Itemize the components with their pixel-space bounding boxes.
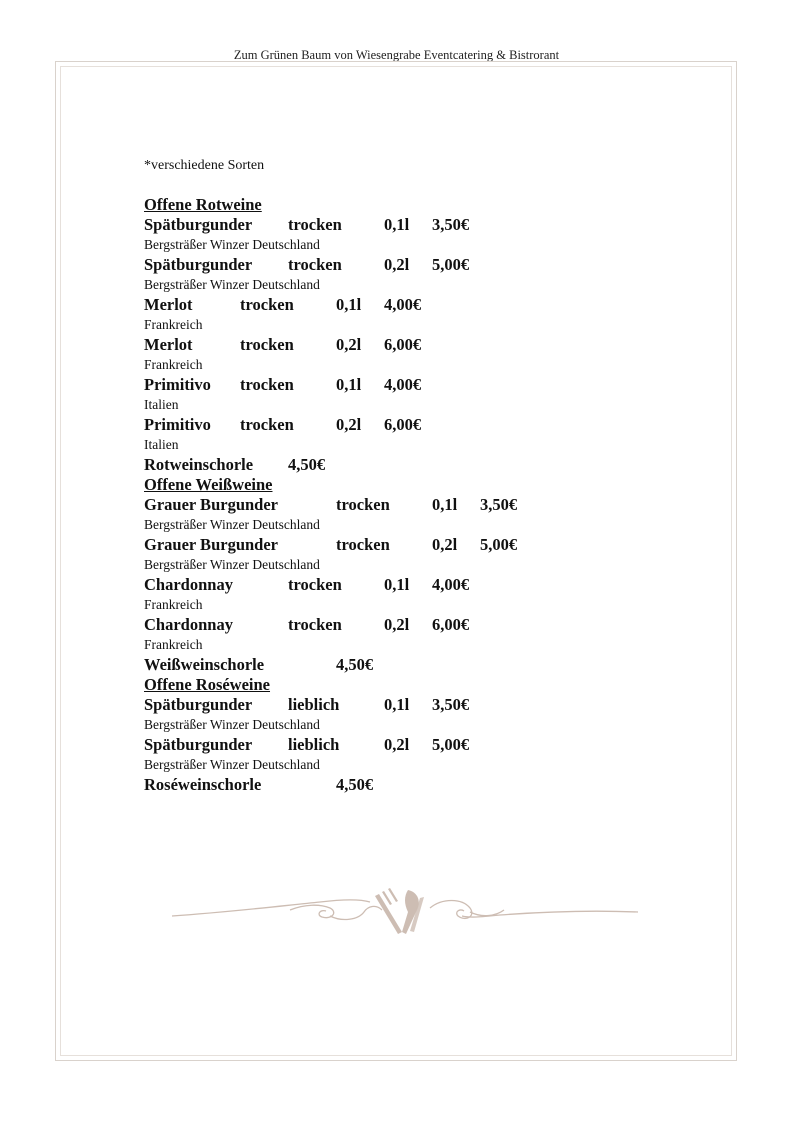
schorle-row [144, 775, 704, 795]
wine-name: Spätburgunder [144, 695, 253, 714]
wine-origin: Bergsträßer Winzer Deutschland [144, 557, 320, 572]
wine-price: 3,50€ [432, 695, 470, 714]
wine-style: trocken [288, 575, 342, 594]
wine-style: trocken [240, 295, 294, 314]
wine-size: 0,2l [384, 255, 410, 274]
wine-name: Merlot [144, 335, 193, 354]
wine-size: 0,2l [336, 415, 362, 434]
section-white-wines [144, 475, 704, 675]
wine-row [144, 215, 704, 235]
wine-style: trocken [240, 415, 294, 434]
wine-style: trocken [288, 615, 342, 634]
wine-price: 4,00€ [384, 375, 422, 394]
wine-origin: Bergsträßer Winzer Deutschland [144, 517, 320, 532]
wine-name: Primitivo [144, 415, 211, 434]
wine-row [144, 695, 704, 715]
wine-origin: Frankreich [144, 357, 203, 372]
wine-origin: Frankreich [144, 597, 203, 612]
wine-price: 4,00€ [432, 575, 470, 594]
page-header: Zum Grünen Baum von Wiesengrabe Eventcatering & Bistrorant [233, 48, 560, 62]
wine-size: 0,1l [384, 215, 410, 234]
wine-row [144, 415, 704, 435]
wine-size: 0,2l [336, 335, 362, 354]
wine-name: Chardonnay [144, 575, 233, 594]
wine-price: 5,00€ [432, 735, 470, 754]
wine-style: trocken [240, 375, 294, 394]
wine-name: Grauer Burgunder [144, 495, 278, 514]
schorle-price: 4,50€ [336, 655, 374, 674]
varieties-note: *verschiedene Sorten [144, 158, 265, 173]
wine-style: trocken [288, 215, 342, 234]
wine-size: 0,2l [432, 535, 458, 554]
wine-style: trocken [240, 335, 294, 354]
wine-origin: Bergsträßer Winzer Deutschland [144, 757, 320, 772]
wine-name: Spätburgunder [144, 255, 253, 274]
wine-row [144, 615, 704, 635]
wine-row [144, 255, 704, 275]
wine-origin: Italien [144, 397, 179, 412]
wine-size: 0,1l [432, 495, 458, 514]
wine-size: 0,1l [384, 575, 410, 594]
wine-style: trocken [288, 255, 342, 274]
wine-row [144, 535, 704, 555]
wine-size: 0,2l [384, 735, 410, 754]
wine-name: Spätburgunder [144, 735, 253, 754]
wine-size: 0,1l [336, 375, 362, 394]
wine-name: Grauer Burgunder [144, 535, 278, 554]
wine-price: 4,00€ [384, 295, 422, 314]
wine-price: 6,00€ [432, 615, 470, 634]
wine-origin: Bergsträßer Winzer Deutschland [144, 237, 320, 252]
menu-content [144, 158, 704, 795]
wine-origin: Italien [144, 437, 179, 452]
wine-origin: Bergsträßer Winzer Deutschland [144, 277, 320, 292]
wine-row [144, 735, 704, 755]
wine-row [144, 335, 704, 355]
wine-origin: Frankreich [144, 637, 203, 652]
schorle-price: 4,50€ [336, 775, 374, 794]
wine-name: Spätburgunder [144, 215, 253, 234]
wine-price: 3,50€ [480, 495, 518, 514]
wine-price: 5,00€ [432, 255, 470, 274]
wine-style: lieblich [288, 695, 340, 714]
wine-origin: Frankreich [144, 317, 203, 332]
section-title: Offene Rotweine [144, 195, 262, 214]
schorle-name: Weißweinschorle [144, 655, 265, 674]
schorle-row [144, 455, 704, 475]
wine-price: 6,00€ [384, 415, 422, 434]
wine-row [144, 295, 704, 315]
wine-name: Primitivo [144, 375, 211, 394]
wine-size: 0,1l [336, 295, 362, 314]
wine-name: Merlot [144, 295, 193, 314]
schorle-row [144, 655, 704, 675]
wine-style: trocken [336, 495, 390, 514]
section-title: Offene Roséweine [144, 675, 271, 694]
cutlery-swirl-ornament-icon [170, 882, 640, 942]
wine-style: trocken [336, 535, 390, 554]
wine-row [144, 575, 704, 595]
schorle-name: Rotweinschorle [144, 455, 254, 474]
schorle-price: 4,50€ [288, 455, 326, 474]
wine-price: 3,50€ [432, 215, 470, 234]
schorle-name: Roséweinschorle [144, 775, 262, 794]
wine-name: Chardonnay [144, 615, 233, 634]
wine-price: 6,00€ [384, 335, 422, 354]
section-rose-wines [144, 675, 704, 795]
wine-origin: Bergsträßer Winzer Deutschland [144, 717, 320, 732]
section-red-wines [144, 195, 704, 475]
wine-row [144, 375, 704, 395]
wine-row [144, 495, 704, 515]
wine-style: lieblich [288, 735, 340, 754]
wine-size: 0,1l [384, 695, 410, 714]
wine-price: 5,00€ [480, 535, 518, 554]
wine-size: 0,2l [384, 615, 410, 634]
section-title: Offene Weißweine [144, 475, 273, 494]
